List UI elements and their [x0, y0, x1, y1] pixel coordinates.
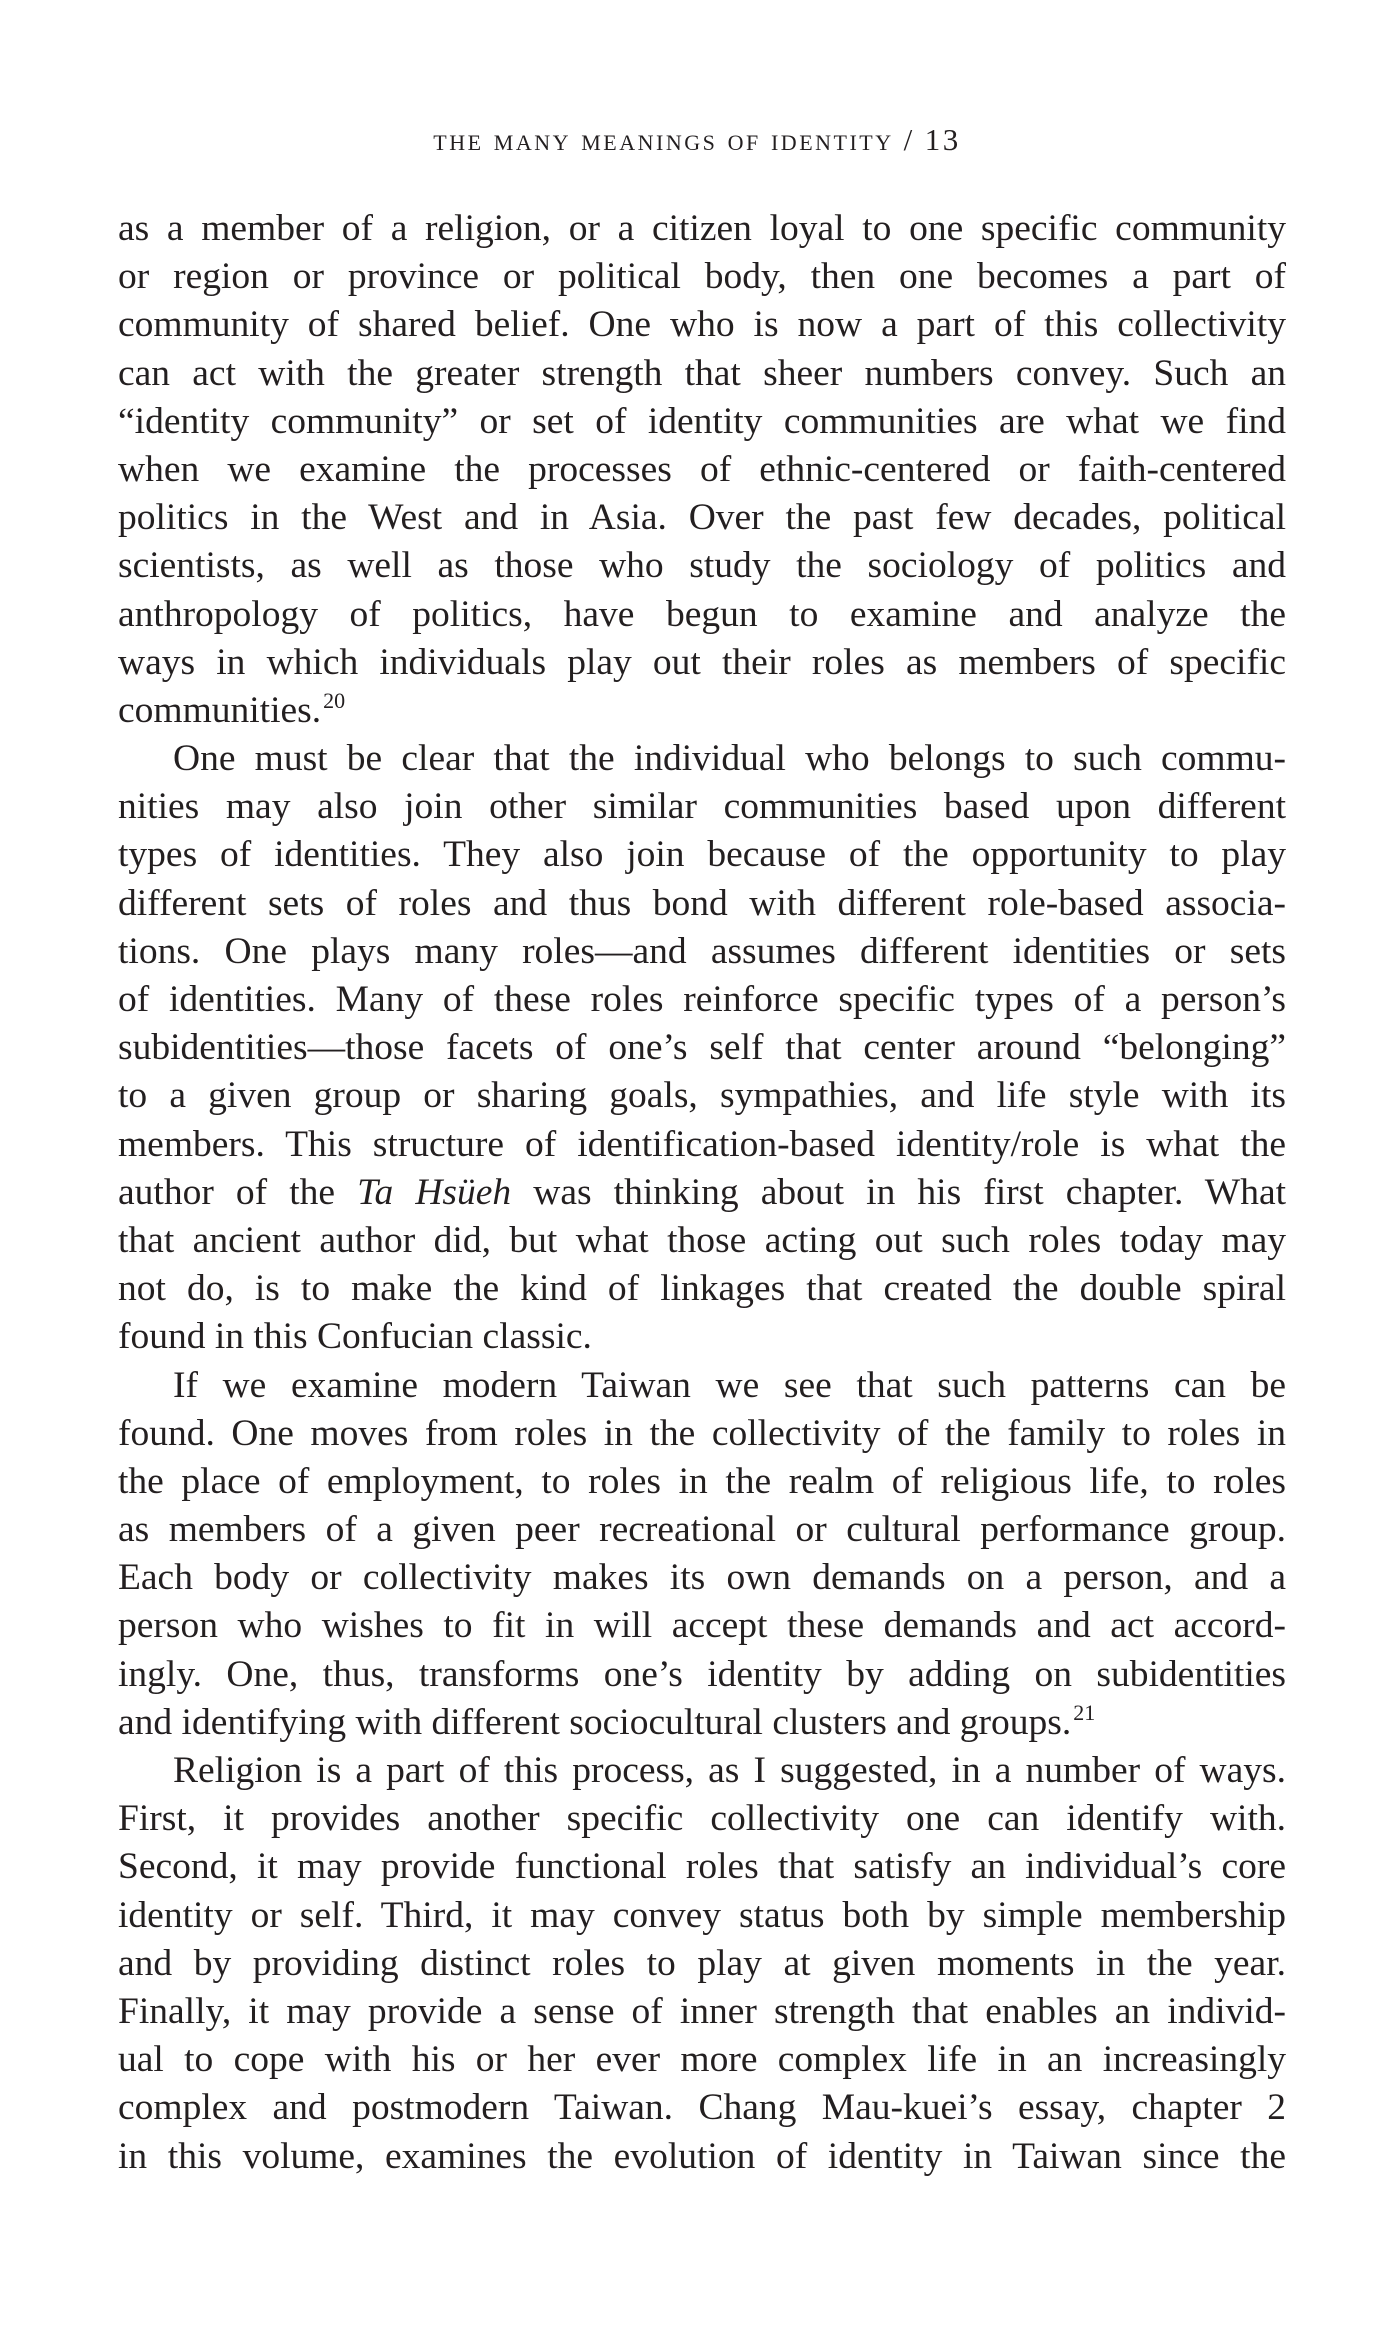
running-head — [0, 122, 1394, 158]
text-line: Finally, it may provide a sense of inner strength that enables an individ- — [118, 1990, 1286, 2032]
text-segment: communities. — [118, 689, 322, 731]
text-line: person who wishes to fit in will accept these demands and act accord- — [118, 1605, 1286, 1647]
book-title-ta-hsueh: Ta Hsüeh — [357, 1171, 512, 1213]
text-line — [118, 1699, 1286, 1747]
text-segment: author of the — [118, 1171, 358, 1213]
running-head-separator: / — [903, 122, 915, 157]
text-line: First, it provides another specific collectivity one can identify with. — [118, 1798, 1286, 1840]
text-line: in this volume, examines the evolution of identity in Taiwan since the — [118, 2135, 1286, 2177]
text-line: found. One moves from roles in the collectivity of the family to roles in — [118, 1412, 1286, 1454]
text-line — [118, 1169, 1286, 1217]
body-text — [118, 205, 1286, 2181]
text-line: Each body or collectivity makes its own demands on a person, and a — [118, 1557, 1286, 1599]
page-number: 13 — [924, 122, 961, 157]
running-head-title: the many meanings of identity — [433, 122, 894, 157]
text-line — [118, 687, 1286, 735]
text-line: identity or self. Third, it may convey status both by simple membership — [118, 1894, 1286, 1936]
text-segment: was thinking about in his first chapter. What — [511, 1171, 1287, 1213]
text-line: anthropology of politics, have begun to examine and analyze the — [118, 593, 1286, 635]
text-line: as a member of a religion, or a citizen loyal to one specific community — [118, 208, 1286, 249]
text-line: as members of a given peer recreational or cultural performance group. — [118, 1509, 1286, 1551]
text-line: can act with the greater strength that sheer numbers convey. Such an — [118, 352, 1286, 394]
footnote-marker-21[interactable]: 21 — [1073, 1699, 1096, 1725]
text-line: or region or province or political body, then one becomes a part of — [118, 256, 1286, 298]
text-line: One must be clear that the individual who belongs to such commu- — [173, 738, 1286, 780]
text-line: tions. One plays many roles—and assumes different identities or sets — [118, 930, 1286, 972]
text-line: complex and postmodern Taiwan. Chang Mau-kuei’s essay, chapter 2 — [118, 2087, 1286, 2129]
text-line: politics in the West and in Asia. Over the past few decades, political — [118, 497, 1286, 539]
text-line: not do, is to make the kind of linkages that created the double spiral — [118, 1268, 1286, 1310]
text-line: nities may also join other similar communities based upon different — [118, 786, 1286, 828]
text-line: If we examine modern Taiwan we see that such patterns can be — [173, 1364, 1286, 1406]
text-line: different sets of roles and thus bond with different role-based associa- — [118, 882, 1286, 924]
text-line: of identities. Many of these roles reinforce specific types of a person’s — [118, 979, 1286, 1020]
text-segment: and identifying with different sociocultural clusters and groups. — [118, 1701, 1072, 1743]
footnote-marker-20[interactable]: 20 — [323, 687, 346, 713]
text-line: and by providing distinct roles to play at given moments in the year. — [118, 1942, 1286, 1984]
text-line: when we examine the processes of ethnic-centered or faith-centered — [118, 448, 1286, 490]
text-line: found in this Confucian classic. — [118, 1316, 592, 1358]
text-line: subidentities—those facets of one’s self that center around “belonging” — [118, 1027, 1286, 1069]
text-line: Religion is a part of this process, as I suggested, in a number of ways. — [173, 1750, 1286, 1791]
text-line: scientists, as well as those who study the sociology of politics and — [118, 545, 1286, 587]
text-line: types of identities. They also join because of the opportunity to play — [118, 834, 1286, 876]
text-line: community of shared belief. One who is now a part of this collectivity — [118, 304, 1286, 346]
text-line: ual to cope with his or her ever more complex life in an increasingly — [118, 2039, 1286, 2081]
text-line: ways in which individuals play out their roles as members of specific — [118, 641, 1286, 683]
text-line: Second, it may provide functional roles that satisfy an individual’s core — [118, 1846, 1286, 1888]
text-line: “identity community” or set of identity communities are what we find — [118, 400, 1286, 442]
text-line: that ancient author did, but what those acting out such roles today may — [118, 1219, 1286, 1261]
text-line: members. This structure of identification-based identity/role is what the — [118, 1123, 1286, 1165]
text-line: ingly. One, thus, transforms one’s identity by adding on subidentities — [118, 1653, 1286, 1695]
text-line: to a given group or sharing goals, sympathies, and life style with its — [118, 1075, 1286, 1117]
text-line: the place of employment, to roles in the realm of religious life, to roles — [118, 1460, 1286, 1502]
